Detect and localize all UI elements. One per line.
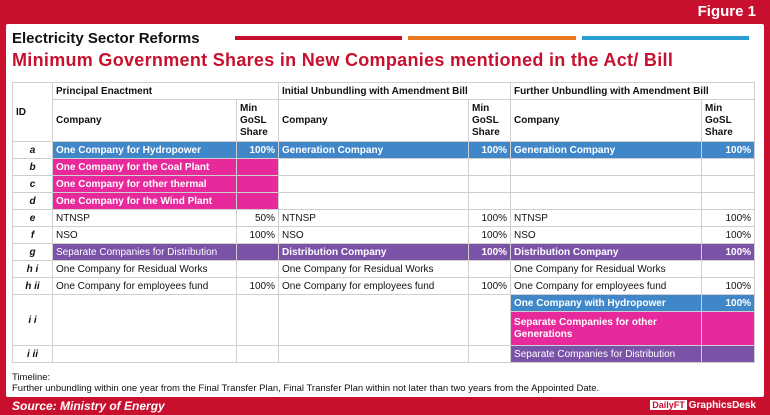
- group-principal: Principal Enactment: [53, 83, 279, 100]
- share-cell: [469, 261, 511, 278]
- group-initial: Initial Unbundling with Amendment Bill: [279, 83, 511, 100]
- company-cell: One Company for Residual Works: [279, 261, 469, 278]
- share-cell: [237, 295, 279, 346]
- share-cell: 100%: [702, 210, 755, 227]
- share-cell: 100%: [702, 295, 755, 312]
- table-row: [13, 176, 755, 193]
- company-cell: [279, 193, 469, 210]
- share-cell: 50%: [237, 210, 279, 227]
- company-cell: One Company for Residual Works: [53, 261, 237, 278]
- share-cell: [702, 261, 755, 278]
- company-cell: One Company with Hydropower: [511, 295, 702, 312]
- share-cell: [469, 346, 511, 363]
- company-cell: One Company for Residual Works: [511, 261, 702, 278]
- company-cell: One Company for employees fund: [279, 278, 469, 295]
- headline: Minimum Government Shares in New Companies mentioned in the Act/ Bill: [12, 50, 674, 70]
- timeline-text: Further unbundling within one year from the Final Transfer Plan, Final Transfer Plan within not later than two years from the Appointed Date.: [12, 383, 600, 394]
- row-id: a: [13, 142, 53, 159]
- company-cell: [279, 176, 469, 193]
- credit-label: GraphicsDesk: [688, 400, 756, 411]
- group-further: Further Unbundling with Amendment Bill: [511, 83, 755, 100]
- share-cell: 100%: [469, 227, 511, 244]
- source-line: Source: Ministry of Energy: [12, 399, 165, 413]
- timeline-label: Timeline:: [12, 372, 51, 383]
- graphics-credit: [650, 400, 756, 411]
- company-cell: NSO: [53, 227, 237, 244]
- company-cell: [511, 193, 702, 210]
- company-cell: Generation Company: [511, 142, 702, 159]
- share-cell: 100%: [237, 227, 279, 244]
- row-id: d: [13, 193, 53, 210]
- row-id: c: [13, 176, 53, 193]
- dailyft-logo: DailyFT: [652, 400, 685, 410]
- share-cell: [702, 312, 755, 346]
- share-cell: [237, 261, 279, 278]
- share-header: Min GoSL Share: [469, 100, 511, 142]
- share-cell: 100%: [469, 210, 511, 227]
- share-cell: [237, 346, 279, 363]
- company-cell: One Company for the Coal Plant: [53, 159, 237, 176]
- table-row: [13, 210, 755, 227]
- shares-table: [12, 82, 755, 363]
- share-cell: [469, 159, 511, 176]
- share-cell: [469, 295, 511, 346]
- company-cell: One Company for the Wind Plant: [53, 193, 237, 210]
- company-cell: NTNSP: [53, 210, 237, 227]
- table-row: [13, 261, 755, 278]
- kicker-title: Electricity Sector Reforms: [12, 30, 200, 47]
- figure-label: Figure 1: [697, 3, 756, 20]
- share-cell: 100%: [702, 278, 755, 295]
- share-cell: [237, 193, 279, 210]
- share-cell: 100%: [702, 244, 755, 261]
- share-cell: [702, 159, 755, 176]
- company-cell: NTNSP: [511, 210, 702, 227]
- row-id: e: [13, 210, 53, 227]
- company-cell: Generation Company: [279, 142, 469, 159]
- row-id: h i: [13, 261, 53, 278]
- accent-rules: [235, 36, 755, 40]
- company-cell: Separate Companies for Distribution: [53, 244, 237, 261]
- table-row: [13, 142, 755, 159]
- row-id: b: [13, 159, 53, 176]
- share-cell: 100%: [469, 244, 511, 261]
- share-header: Min GoSL Share: [702, 100, 755, 142]
- share-cell: 100%: [702, 227, 755, 244]
- id-header: ID: [13, 83, 53, 142]
- company-cell: Distribution Company: [511, 244, 702, 261]
- company-cell: [279, 159, 469, 176]
- table-row: [13, 244, 755, 261]
- column-header-row: [13, 100, 755, 142]
- table-row: [13, 295, 755, 312]
- company-cell: One Company for other thermal: [53, 176, 237, 193]
- company-cell: One Company for employees fund: [53, 278, 237, 295]
- share-cell: [469, 176, 511, 193]
- share-cell: 100%: [237, 142, 279, 159]
- company-cell: Distribution Company: [279, 244, 469, 261]
- company-cell: Separate Companies for other Generations: [511, 312, 702, 346]
- company-cell: [279, 295, 469, 346]
- accent-rule-orange: [408, 36, 575, 40]
- accent-rule-red: [235, 36, 402, 40]
- table-row: [13, 278, 755, 295]
- timeline-note: [12, 372, 599, 394]
- company-header: Company: [279, 100, 469, 142]
- table-row: [13, 346, 755, 363]
- row-id: i ii: [13, 346, 53, 363]
- share-cell: 100%: [469, 142, 511, 159]
- company-cell: [53, 346, 237, 363]
- row-id: g: [13, 244, 53, 261]
- share-cell: [702, 346, 755, 363]
- company-cell: [279, 346, 469, 363]
- share-cell: [237, 176, 279, 193]
- company-cell: One Company for employees fund: [511, 278, 702, 295]
- company-cell: [511, 176, 702, 193]
- share-cell: [702, 193, 755, 210]
- company-cell: NSO: [279, 227, 469, 244]
- share-cell: [237, 159, 279, 176]
- company-cell: [511, 159, 702, 176]
- share-cell: [237, 244, 279, 261]
- group-header-row: [13, 83, 755, 100]
- table-row: [13, 193, 755, 210]
- company-header: Company: [53, 100, 237, 142]
- company-cell: One Company for Hydropower: [53, 142, 237, 159]
- share-cell: 100%: [702, 142, 755, 159]
- row-id: f: [13, 227, 53, 244]
- share-cell: [469, 193, 511, 210]
- share-header: Min GoSL Share: [237, 100, 279, 142]
- table-row: [13, 159, 755, 176]
- share-cell: 100%: [469, 278, 511, 295]
- company-cell: [53, 295, 237, 346]
- company-cell: NTNSP: [279, 210, 469, 227]
- company-cell: Separate Companies for Distribution: [511, 346, 702, 363]
- share-cell: 100%: [237, 278, 279, 295]
- table-row: [13, 227, 755, 244]
- company-cell: NSO: [511, 227, 702, 244]
- share-cell: [702, 176, 755, 193]
- company-header: Company: [511, 100, 702, 142]
- row-id: i i: [13, 295, 53, 346]
- accent-rule-blue: [582, 36, 749, 40]
- row-id: h ii: [13, 278, 53, 295]
